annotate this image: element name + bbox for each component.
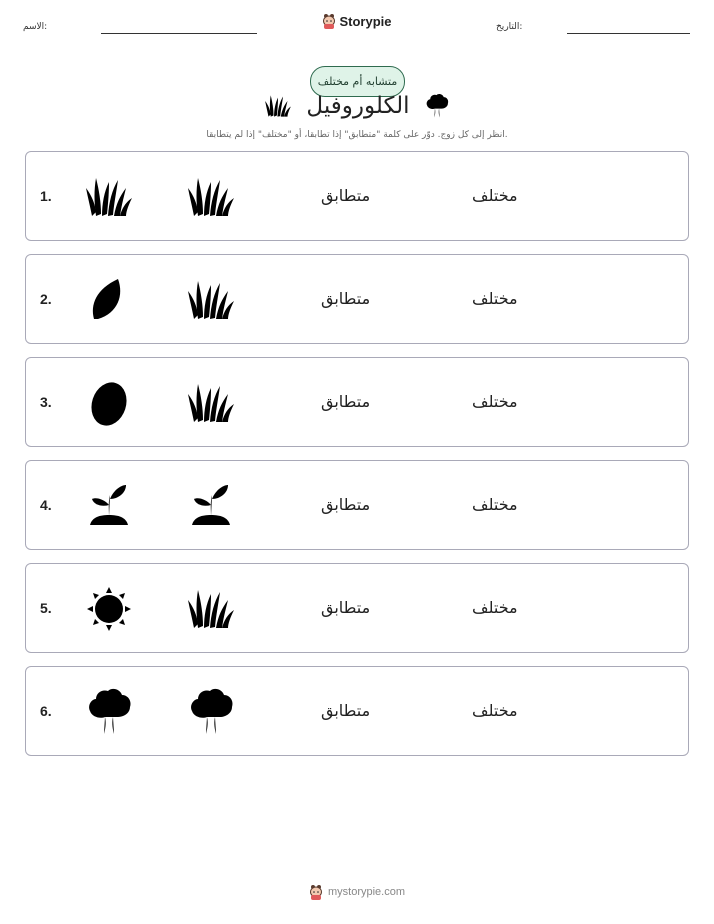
same-option[interactable]: متطابق	[321, 289, 371, 308]
tree-icon	[424, 93, 450, 119]
same-option[interactable]: متطابق	[321, 495, 371, 514]
title-row	[0, 92, 714, 120]
instructions: انظر إلى كل زوج. دوّر على كلمة "متطابق" إذا تطابقا، أو "مختلف" إذا لم يتطابقا.	[206, 130, 508, 140]
mascot-icon	[322, 13, 336, 29]
sprout-icon	[186, 481, 236, 531]
date-field[interactable]	[567, 33, 690, 34]
storypie-logo	[0, 13, 714, 33]
grass-icon	[186, 172, 236, 222]
worksheet-type-badge: متشابه أم مختلف	[310, 66, 405, 97]
mascot-icon	[309, 884, 323, 900]
same-option[interactable]: متطابق	[321, 701, 371, 720]
different-option[interactable]: مختلف	[472, 289, 518, 308]
tree-icon	[186, 687, 236, 737]
same-option[interactable]: متطابق	[321, 186, 371, 205]
logo-text: Storypie	[339, 13, 392, 29]
same-option[interactable]: متطابق	[321, 598, 371, 617]
grass-icon	[186, 584, 236, 634]
date-label: التاريخ:	[496, 22, 523, 32]
same-option[interactable]: متطابق	[321, 392, 371, 411]
row-number: 4.	[40, 497, 52, 513]
exercise-row	[25, 666, 689, 756]
different-option[interactable]: مختلف	[472, 392, 518, 411]
exercise-row	[25, 563, 689, 653]
seed-icon	[84, 378, 134, 428]
grass-icon	[186, 378, 236, 428]
name-label: الاسم:	[23, 22, 48, 32]
row-number: 5.	[40, 600, 52, 616]
exercise-row	[25, 357, 689, 447]
grass-icon	[186, 275, 236, 325]
grass-icon	[264, 92, 292, 120]
different-option[interactable]: مختلف	[472, 598, 518, 617]
page-title: الكلوروفيل	[306, 93, 410, 119]
row-number: 3.	[40, 394, 52, 410]
grass-icon	[84, 172, 134, 222]
tree-icon	[84, 687, 134, 737]
footer-url[interactable]: mystorypie.com	[327, 886, 406, 898]
row-number: 2.	[40, 291, 52, 307]
leaf-icon	[84, 275, 134, 325]
different-option[interactable]: مختلف	[472, 495, 518, 514]
exercise-row	[25, 151, 689, 241]
row-number: 1.	[40, 188, 52, 204]
different-option[interactable]: مختلف	[472, 186, 518, 205]
row-number: 6.	[40, 703, 52, 719]
name-field[interactable]	[101, 33, 257, 34]
exercise-row	[25, 254, 689, 344]
exercise-list	[25, 151, 689, 769]
exercise-row	[25, 460, 689, 550]
footer	[0, 884, 714, 900]
sun-icon	[84, 584, 134, 634]
sprout-icon	[84, 481, 134, 531]
different-option[interactable]: مختلف	[472, 701, 518, 720]
